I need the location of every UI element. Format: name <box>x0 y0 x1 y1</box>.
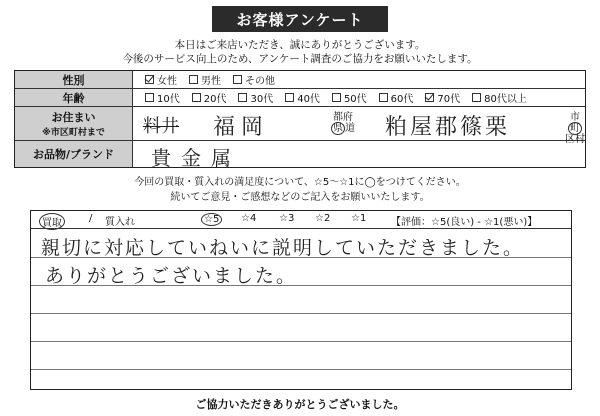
rule-line <box>31 341 571 342</box>
rating-star-5-selected[interactable]: ☆5 <box>201 213 222 226</box>
address-field[interactable] <box>133 107 585 145</box>
option-label: 70代 <box>437 94 461 105</box>
gender-label: 性別 <box>15 71 133 88</box>
age-option-80s-plus[interactable] <box>472 90 527 105</box>
intro-line-1: 本日はご来店いただき、誠にありがとうございます。 <box>174 39 426 51</box>
option-label: 60代 <box>390 94 414 105</box>
struck-handwriting: 料井 <box>143 116 179 137</box>
gender-option-male[interactable] <box>189 72 221 87</box>
checkbox[interactable] <box>472 93 481 102</box>
rating-legend: 【評価：☆5(良い) ‐ ☆1(悪い)】 <box>391 217 538 228</box>
brand-handwriting: 貴金属 <box>151 146 241 170</box>
rating-star-1[interactable]: ☆1 <box>351 213 367 224</box>
comment-lines[interactable] <box>31 229 571 389</box>
address-label: お住まい <box>51 111 96 124</box>
checkbox[interactable] <box>238 93 247 102</box>
survey-instruction-1: 今回の買取・質入れの満足度について、☆5〜☆1に◯をつけてください。 <box>134 177 466 188</box>
option-label: 10代 <box>157 94 180 105</box>
checkbox[interactable] <box>145 93 154 102</box>
option-label: 女性 <box>157 76 177 87</box>
age-option-40s[interactable] <box>285 90 320 105</box>
option-label: 男性 <box>201 76 221 87</box>
rating-star-4[interactable]: ☆4 <box>241 213 257 224</box>
checkbox[interactable] <box>332 93 341 102</box>
rating-row <box>31 211 571 229</box>
prefecture-handwriting: 福岡 <box>213 115 270 140</box>
comment-handwriting-2: ありがとうございました。 <box>45 265 298 287</box>
age-label: 年齢 <box>15 89 133 106</box>
option-label: 80代以上 <box>484 94 527 105</box>
age-option-60s[interactable] <box>379 90 414 105</box>
rule-line <box>31 313 571 314</box>
pref-suffix-rest: 道 <box>345 123 355 134</box>
checkbox[interactable] <box>379 93 388 102</box>
checkbox-checked[interactable] <box>145 75 154 84</box>
checkbox[interactable] <box>189 75 198 84</box>
intro-line-2: 今後のサービス向上のため、アンケート調査のご協力をお願いいたします。 <box>122 53 478 65</box>
brand-row <box>15 141 585 170</box>
rating-star-2[interactable]: ☆2 <box>315 213 331 224</box>
age-option-70s[interactable] <box>425 90 460 105</box>
option-label: 40代 <box>297 94 320 105</box>
rating-star-3[interactable]: ☆3 <box>279 213 295 224</box>
gender-option-other[interactable] <box>233 72 275 87</box>
address-label-cell <box>15 107 133 140</box>
pref-suffix-circled: 県 <box>333 123 343 134</box>
age-option-30s[interactable] <box>238 90 273 105</box>
checkbox[interactable] <box>192 93 201 102</box>
prefecture-suffix <box>331 112 355 134</box>
footer-thanks: ご協力いただきありがとうございました。 <box>195 398 405 411</box>
gender-option-female[interactable] <box>145 72 177 87</box>
brand-label: お品物/ブランド <box>15 141 133 167</box>
comment-handwriting-1: 親切に対応していねいに説明していただきました。 <box>41 237 525 259</box>
form-table <box>14 70 586 168</box>
age-options <box>133 89 585 106</box>
option-label: 50代 <box>343 94 367 105</box>
city-suffix-top-rest: 市 <box>570 112 580 123</box>
checkbox[interactable] <box>285 93 294 102</box>
type-slash: / <box>89 213 93 224</box>
city-handwriting: 粕屋郡篠栗 <box>385 115 511 140</box>
pref-suffix-top: 都府 <box>333 112 353 123</box>
survey-title: お客様アンケート <box>212 6 388 32</box>
age-option-10s[interactable] <box>145 90 180 105</box>
address-row <box>15 107 585 145</box>
age-option-20s[interactable] <box>192 90 227 105</box>
checkbox[interactable] <box>233 75 242 84</box>
option-label: 20代 <box>203 94 227 105</box>
survey-instruction-2: 続いてご意見・ご感想などのご記入をお願いいたします。 <box>170 192 430 203</box>
address-sublabel: ※市区町村まで <box>42 128 105 138</box>
brand-field[interactable] <box>133 141 585 170</box>
type-buy-circled[interactable]: 買取 <box>39 213 65 230</box>
option-label: その他 <box>245 76 275 87</box>
age-option-50s[interactable] <box>332 90 367 105</box>
rule-line <box>31 369 571 370</box>
city-suffix-bottom: 区村 <box>565 134 585 145</box>
option-label: 30代 <box>250 94 274 105</box>
gender-row <box>15 71 585 89</box>
age-row <box>15 89 585 107</box>
gender-options <box>133 71 585 88</box>
comment-box <box>30 210 572 390</box>
checkbox-checked[interactable] <box>425 93 434 102</box>
city-suffix-circled: 町 <box>570 123 580 134</box>
type-pawn[interactable]: 質入れ <box>105 217 135 228</box>
